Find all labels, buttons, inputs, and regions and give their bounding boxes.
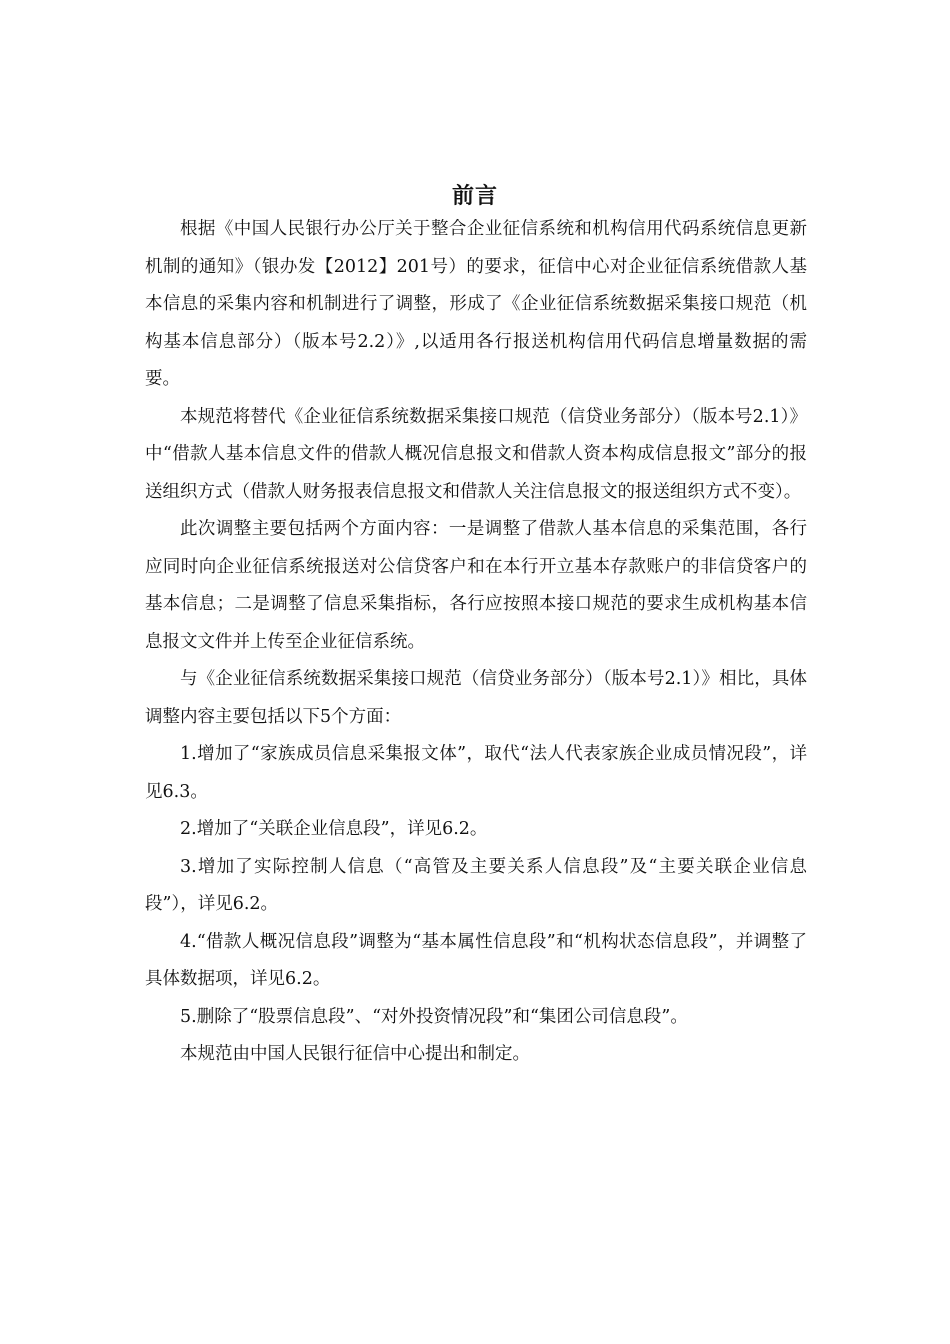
paragraph-1: 根据《中国人民银行办公厅关于整合企业征信系统和机构信用代码系统信息更新机制的通知》（银办发【2012】201号）的要求，征信中心对企业征信系统借款人基本信息的采集内容和机制进行了调整，形成了《企业征信系统数据采集接口规范（机构基本信息部分）（版本号2.2）》,以适用各行报送机构信用代码信息增量数据的需要。 [145,219,807,389]
list-item-4: 4.“借款人概况信息段”调整为“基本属性信息段”和“机构状态信息段”，并调整了具体数据项，详见6.2。 [145,931,807,989]
list-item-2: 2.增加了“关联企业信息段”，详见6.2。 [180,819,488,839]
closing-paragraph: 本规范由中国人民银行征信中心提出和制定。 [180,1044,530,1064]
paragraph-3: 此次调整主要包括两个方面内容：一是调整了借款人基本信息的采集范围，各行应同时向企业征信系统报送对公信贷客户和在本行开立基本存款账户的非信贷客户的基本信息；二是调整了信息采集指标，各行应按照本接口规范的要求生成机构基本信息报文文件并上传至企业征信系统。 [145,519,807,652]
paragraph-4: 与《企业征信系统数据采集接口规范（信贷业务部分）（版本号2.1）》相比，具体调整内容主要包括以下5个方面： [145,669,807,727]
document-title: 前言 [451,183,498,209]
list-item-5: 5.删除了“股票信息段”、“对外投资情况段”和“集团公司信息段”。 [180,1006,688,1027]
list-item-1: 1.增加了“家族成员信息采集报文体”，取代“法人代表家族企业成员情况段”，详见6.3。 [145,744,807,802]
paragraph-2: 本规范将替代《企业征信系统数据采集接口规范（信贷业务部分）（版本号2.1）》中“借款人基本信息文件的借款人概况信息报文和借款人资本构成信息报文”部分的报送组织方式（借款人财务报表信息报文和借款人关注信息报文的报送组织方式不变）。 [145,406,808,502]
document-body [145,211,807,1074]
list-item-3: 3.增加了实际控制人信息（“高管及主要关系人信息段”及“主要关联企业信息段”），详见6.2。 [145,856,807,914]
